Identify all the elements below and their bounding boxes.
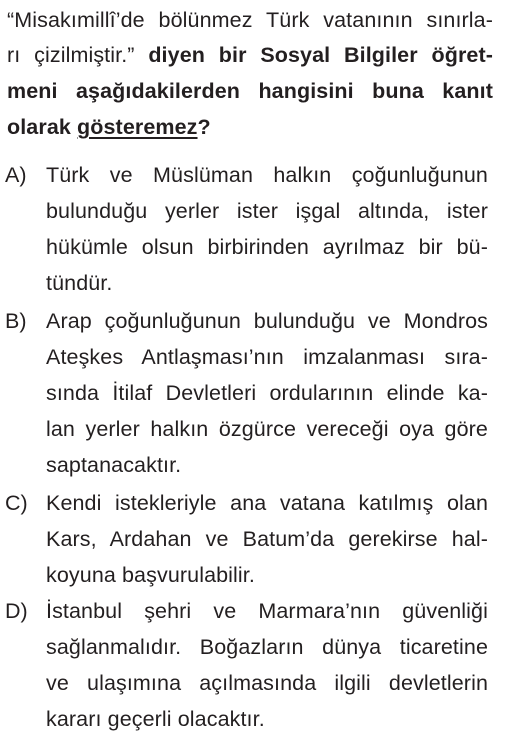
option-b-line-1: Arap çoğunluğunun bulunduğu ve Mondros xyxy=(46,309,488,333)
option-d-line-2: sağlanmalıdır. Boğazların dünya ticaretine xyxy=(46,635,488,659)
option-c-letter: C) xyxy=(5,491,28,515)
question-line-3: meni aşağıdakilerden hangisini buna kanıt xyxy=(7,79,493,103)
question-line-2-bold: diyen bir Sosyal Bilgiler öğret- xyxy=(148,43,493,67)
question-line-2 xyxy=(7,40,493,70)
option-b-line-5: saptanacaktır. xyxy=(46,453,182,477)
option-a-line-3: hükümle olsun birbirinden ayrılmaz bir bü- xyxy=(46,235,488,259)
question-line-4-prefix: olarak xyxy=(7,115,78,139)
option-b-line-4: lan yerler halkın özgürce vereceği oya göre xyxy=(46,417,488,441)
question-line-2-normal: rı çizilmiştir.” xyxy=(7,43,149,67)
option-b-line-2: Ateşkes Antlaşması’nın imzalanması sıra- xyxy=(46,345,488,369)
option-c-line-3: koyuna başvurulabilir. xyxy=(46,563,255,587)
option-b-line-3: sında İtilaf Devletleri ordularının elinde ka- xyxy=(46,381,488,405)
option-a-line-4: tündür. xyxy=(46,271,113,295)
question-keyword-gosteremez: gösteremez xyxy=(77,115,198,139)
option-a-letter: A) xyxy=(5,163,27,187)
option-d-line-3: ve ulaşımına açılmasında ilgili devletlerin xyxy=(46,671,488,695)
option-c-line-1: Kendi istekleriyle ana vatana katılmış olan xyxy=(46,491,488,515)
option-c-line-2: Kars, Ardahan ve Batum’da gerekirse hal- xyxy=(46,527,488,551)
option-b-letter: B) xyxy=(5,309,27,333)
option-d-letter: D) xyxy=(5,599,28,623)
option-d-line-4: kararı geçerli olacaktır. xyxy=(46,707,265,731)
question-line-4 xyxy=(7,112,211,142)
option-a-line-2: bulunduğu yerler ister işgal altında, ister xyxy=(46,199,488,223)
question-line-1: “Misakımillî’de bölünmez Türk vatanının sınırla- xyxy=(7,8,493,32)
option-a-line-1: Türk ve Müslüman halkın çoğunluğunun xyxy=(46,163,488,187)
option-d-line-1: İstanbul şehri ve Marmara’nın güvenliği xyxy=(46,599,488,623)
question-line-4-suffix: ? xyxy=(197,115,211,139)
